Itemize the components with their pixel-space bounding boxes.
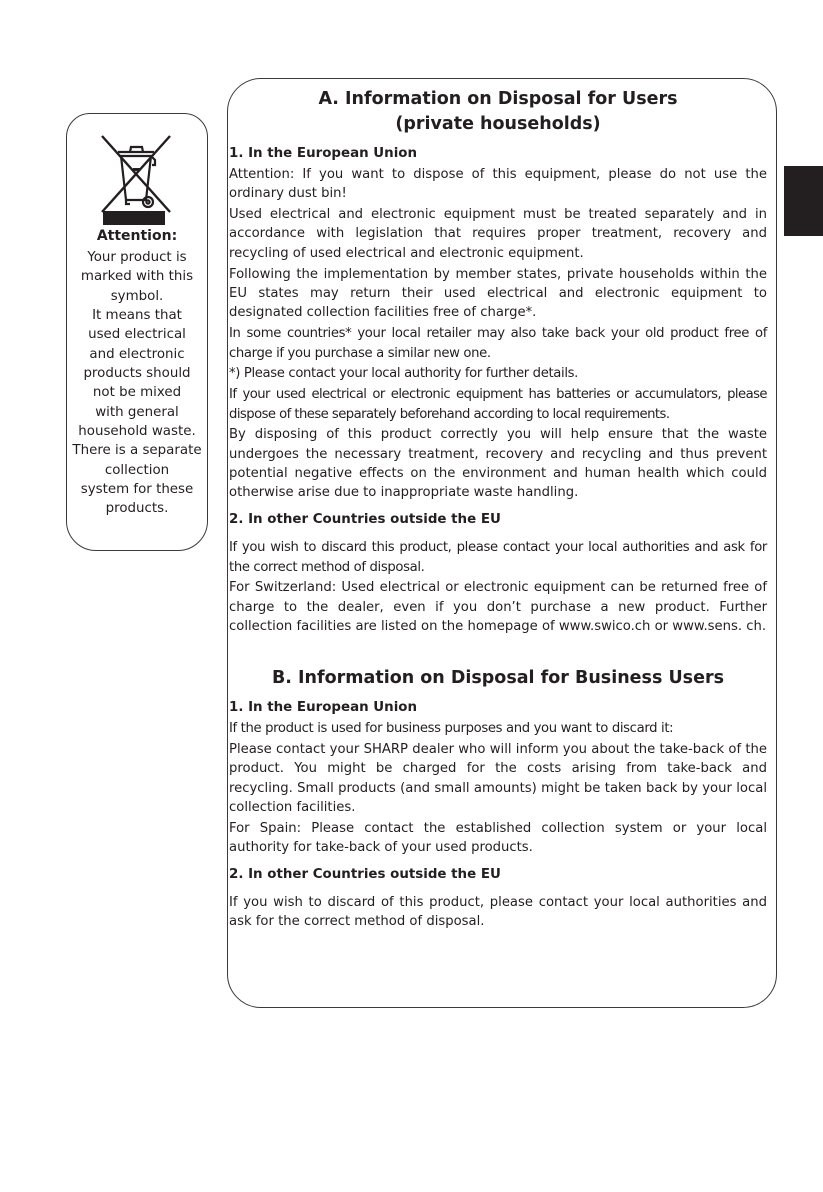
section-a-title-line2: (private households) [395,114,601,134]
paragraph: Please contact your SHARP dealer who will inform you about the take-back of the product. You might be charged for the costs arising from take-back and recycling. Small products (and small amounts) might be taken back by your local collection facilities. [229,742,767,816]
attention-line: used electrical [88,327,186,343]
section-a-eu-heading: 1. In the European Union [229,146,418,161]
attention-line: household waste. [78,424,196,440]
attention-line: symbol. [110,288,164,304]
section-a-title [229,87,767,137]
attention-line: There is a separate [72,443,202,459]
attention-line: not be mixed [92,385,182,401]
paragraph: Attention: If you want to dispose of this equipment, please do not use the ordinary dust bin! [229,166,767,202]
attention-line: products. [105,501,169,517]
footnote: *) Please contact your local authority for further details. [229,366,578,382]
attention-panel [66,113,208,551]
attention-line: products should [83,366,191,382]
section-a-non-eu-heading: 2. In other Countries outside the EU [229,511,501,527]
paragraph: Used electrical and electronic equipment must be treated separately and in accordance with legislation that requires proper treatment, recovery and recycling of used electrical and electronic equipment. [229,207,767,261]
paragraph: If your used electrical or electronic equipment has batteries or accumulators, please dispose of these separately beforehand according to local requirements. [229,387,767,422]
paragraph: Following the implementation by member states, private households within the EU states may return their used electrical and electronic equipment to designated collection facilities free of charge*. [229,266,767,321]
attention-line: system for these [80,482,194,498]
paragraph: By disposing of this product correctly you will help ensure that the waste undergoes the necessary treatment, recovery and recycling and thus prevent potential negative effects on the environment and human health which could otherwise arise due to inappropriate waste handling. [229,427,767,501]
attention-line: marked with this [80,269,194,285]
paragraph: For Spain: Please contact the established collection system or your local authority for take-back of your used products. [229,821,767,856]
black-bar [103,211,165,225]
paragraph: For Switzerland: Used electrical or electronic equipment can be returned free of charge to the dealer, even if you don’t purchase a new product. Further collection facilities are listed on the homepage of www.swico.ch or www.sens. ch. [229,580,767,635]
section-b-title: B. Information on Disposal for Business Users [271,668,725,689]
attention-line: It means that [92,308,182,324]
attention-line: collection [104,462,170,478]
crossed-out-wheelie-bin-icon [96,134,176,216]
attention-line: Your product is [87,250,187,265]
paragraph: In some countries* your local retailer may also take back your old product free of charge if you purchase a similar new one. [229,326,767,361]
section-b-non-eu-heading: 2. In other Countries outside the EU [229,866,501,882]
chapter-tab [784,166,823,236]
attention-line: with general [95,404,179,420]
disposal-info [229,87,767,932]
section-a-title-line1: A. Information on Disposal for Users [318,89,678,109]
attention-text [67,248,207,519]
paragraph: If the product is used for business purposes and you want to discard it: [229,721,674,737]
paragraph: If you wish to discard this product, please contact your local authorities and ask for the correct method of disposal. [229,540,767,575]
paragraph: If you wish to discard of this product, please contact your local authorities and ask for the correct method of disposal. [229,895,767,930]
attention-title: Attention: [96,228,178,244]
attention-line: and electronic [89,346,185,362]
section-b-eu-heading: 1. In the European Union [229,700,418,716]
